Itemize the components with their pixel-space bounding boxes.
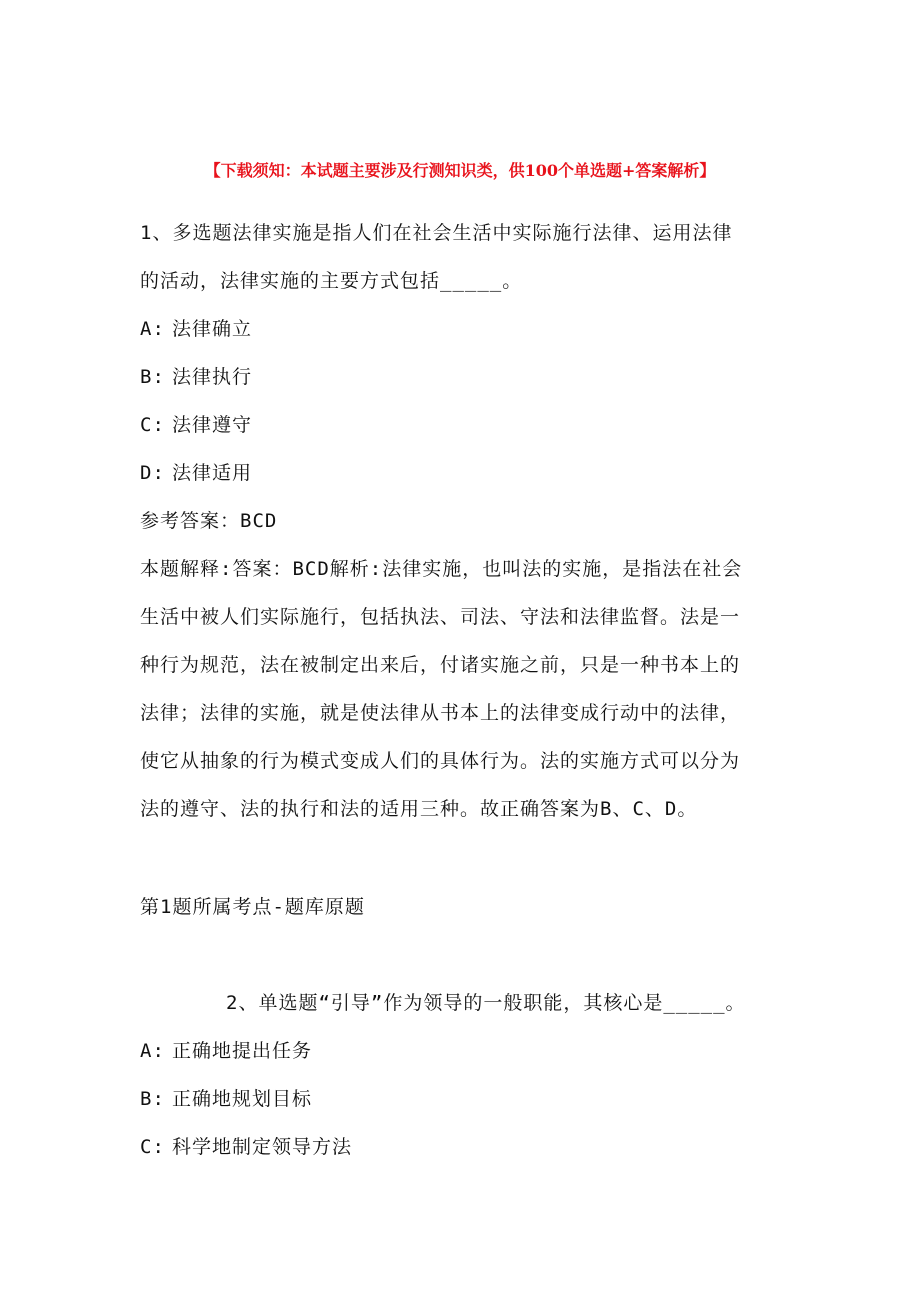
option-text: 法律遵守 [172,414,253,436]
option-key: D: [140,462,165,484]
q1-stem-line-1: 1、多选题法律实施是指人们在社会生活中实际施行法律、运用法律 [140,222,733,244]
q1-explanation-line-5: 使它从抽象的行为模式变成人们的具体行为。法的实施方式可以分为 [140,750,741,772]
option-key: B: [140,366,165,388]
option-key: A: [140,1040,165,1062]
option-text: 正确地提出任务 [172,1040,313,1062]
option-key: B: [140,1088,165,1110]
q1-explanation-line-2: 生活中被人们实际施行，包括执法、司法、守法和法律监督。法是一 [140,606,741,628]
q1-explanation-line-3: 种行为规范，法在被制定出来后，付诸实施之前，只是一种书本上的 [140,654,741,676]
q2-option-c [140,1134,785,1160]
q1-option-d [140,460,785,486]
option-text: 法律确立 [172,318,253,340]
option-text: 法律执行 [172,366,253,388]
option-text: 科学地制定领导方法 [172,1136,353,1158]
q1-source: 第1题所属考点-题库原题 [140,896,365,918]
option-text: 正确地规划目标 [172,1088,313,1110]
q1-explanation-line-4: 法律；法律的实施，就是使法律从书本上的法律变成行动中的法律， [140,702,741,724]
q1-answer: 参考答案：BCD [140,510,278,532]
q1-option-c [140,412,785,438]
q1-option-b [140,364,785,390]
q1-explanation-line-1: 本题解释:答案：BCD解析:法律实施，也叫法的实施，是指法在社会 [140,558,743,580]
option-key: A: [140,318,165,340]
q2-stem: 2、单选题“引导”作为领导的一般职能，其核心是_____。 [226,992,746,1014]
q1-stem-line-2: 的活动，法律实施的主要方式包括_____。 [140,270,523,292]
option-text: 法律适用 [172,462,253,484]
q1-option-a [140,316,785,342]
option-key: C: [140,1136,165,1158]
q2-option-a [140,1038,785,1064]
q1-explanation-line-6: 法的遵守、法的执行和法的适用三种。故正确答案为B、C、D。 [140,798,698,820]
option-key: C: [140,414,165,436]
download-notice: 【下载须知：本试题主要涉及行测知识类，供100个单选题+答案解析】 [204,161,716,180]
q2-option-b [140,1086,785,1112]
